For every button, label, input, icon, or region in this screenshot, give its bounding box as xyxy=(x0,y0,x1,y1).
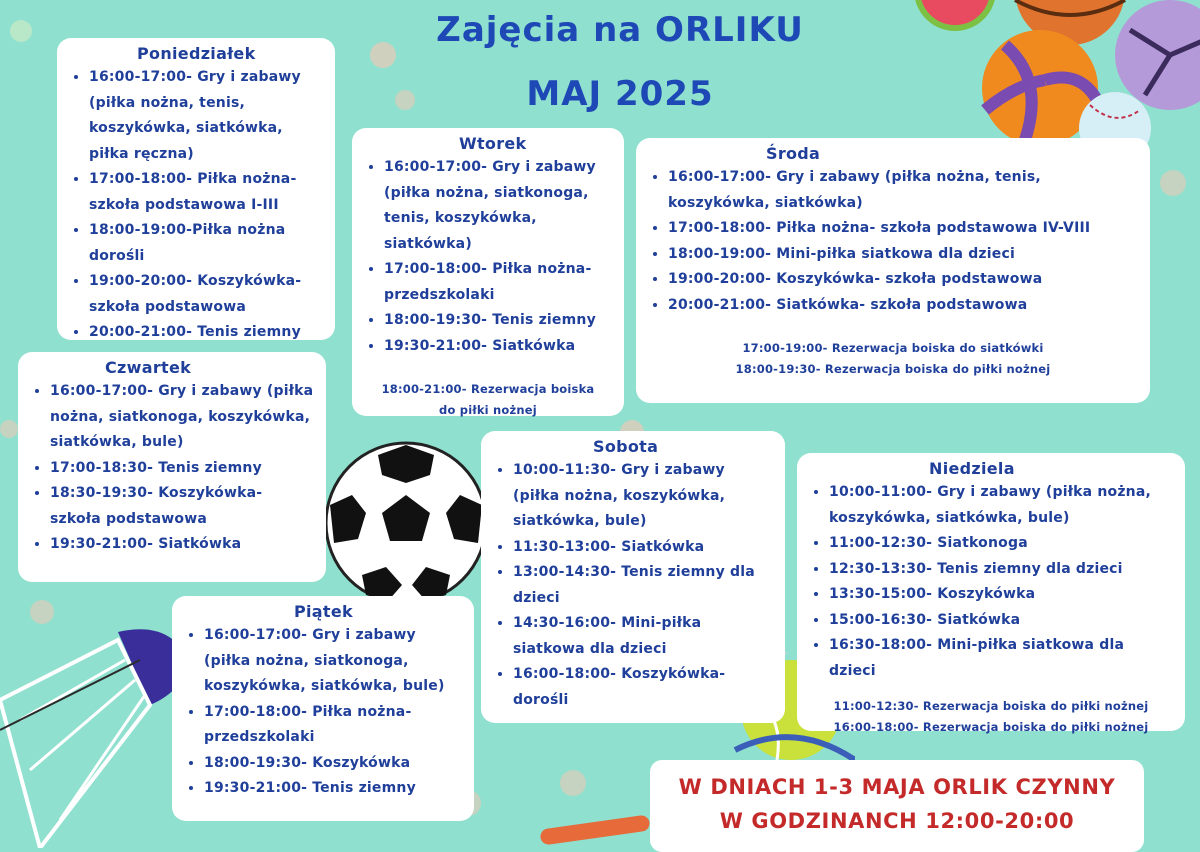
page-subtitle: MAJ 2025 xyxy=(526,74,714,114)
day-card-czwartek xyxy=(18,352,326,582)
list-item: • 17:00-18:00- Piłka nożna- szkoła podstawowa IV-VIII xyxy=(668,216,1138,242)
list-item: • 18:30-19:30- Koszykówka- szkoła podstawowa xyxy=(50,481,314,532)
list-item: • 18:00-19:30- Tenis ziemny xyxy=(384,308,612,334)
list-item: • 19:00-20:00- Koszykówka- szkoła podstawowa xyxy=(89,269,323,320)
day-title: Czwartek xyxy=(105,358,192,377)
day-card-sroda xyxy=(636,138,1150,403)
day-card-piatek xyxy=(172,596,474,821)
schedule-list xyxy=(493,458,773,713)
list-item: • 17:00-18:00- Piłka nożna- przedszkolaki xyxy=(384,257,612,308)
page-title: Zajęcia na ORLIKU xyxy=(436,10,804,50)
day-title: Wtorek xyxy=(459,134,527,153)
list-item: • 17:00-18:00- Piłka nożna- przedszkolaki xyxy=(204,700,462,751)
opening-hours-banner xyxy=(650,760,1144,852)
decor-dot xyxy=(1160,170,1186,196)
list-item: • 10:00-11:30- Gry i zabawy (piłka nożna, koszykówka, siatkówka, bule) xyxy=(513,458,773,535)
day-card-wtorek xyxy=(352,128,624,416)
banner-line: W DNIACH 1-3 MAJA ORLIK CZYNNY xyxy=(678,775,1116,799)
list-item: • 11:00-12:30- Siatkonoga xyxy=(829,531,1173,557)
reservation-note xyxy=(809,696,1173,738)
day-title: Niedziela xyxy=(929,459,1015,478)
list-item: • 16:00-17:00- Gry i zabawy (piłka nożna, siatkonoga, koszykówka, siatkówka, bule) xyxy=(50,379,314,456)
reservation-note xyxy=(364,379,612,421)
day-card-poniedzialek xyxy=(57,38,335,340)
list-item: • 14:30-16:00- Mini-piłka siatkowa dla dzieci xyxy=(513,611,773,662)
day-title: Sobota xyxy=(593,437,659,456)
note-line: 18:00-19:30- Rezerwacja boiska do piłki nożnej xyxy=(735,362,1051,376)
list-item: • 19:30-21:00- Tenis ziemny xyxy=(204,776,462,802)
day-card-sobota xyxy=(481,431,785,723)
schedule-list xyxy=(648,165,1138,318)
list-item: • 17:00-18:30- Tenis ziemny xyxy=(50,456,314,482)
list-item: • 16:00-17:00- Gry i zabawy (piłka nożna, tenis, koszykówka, siatkówka) xyxy=(668,165,1138,216)
soccer-ball-icon xyxy=(322,435,490,610)
decor-dot xyxy=(0,420,18,438)
list-item: • 19:00-20:00- Koszykówka- szkoła podstawowa xyxy=(668,267,1138,293)
schedule-list xyxy=(809,480,1173,684)
list-item: • 20:00-21:00- Tenis ziemny xyxy=(89,320,323,346)
list-item: • 16:00-17:00- Gry i zabawy (piłka nożna, tenis, koszykówka, siatkówka, piłka ręczna) xyxy=(89,65,323,167)
note-line: do piłki nożnej xyxy=(439,403,537,417)
list-item: • 13:30-15:00- Koszykówka xyxy=(829,582,1173,608)
day-title: Piątek xyxy=(294,602,353,621)
list-item: • 19:30-21:00- Siatkówka xyxy=(50,532,314,558)
list-item: • 10:00-11:00- Gry i zabawy (piłka nożna, koszykówka, siatkówka, bule) xyxy=(829,480,1173,531)
reservation-note xyxy=(648,338,1138,380)
list-item: • 13:00-14:30- Tenis ziemny dla dzieci xyxy=(513,560,773,611)
schedule-list xyxy=(69,65,323,346)
decor-dot xyxy=(560,770,586,796)
day-card-niedziela xyxy=(797,453,1185,734)
list-item: • 17:00-18:00- Piłka nożna- szkoła podstawowa I-III xyxy=(89,167,323,218)
note-line: 18:00-21:00- Rezerwacja boiska xyxy=(381,382,595,396)
decor-dot xyxy=(10,20,32,42)
list-item: • 20:00-21:00- Siatkówka- szkoła podstawowa xyxy=(668,293,1138,319)
shuttlecock-icon xyxy=(0,620,200,848)
list-item: • 18:00-19:00-Piłka nożna dorośli xyxy=(89,218,323,269)
racket-handle-icon xyxy=(539,814,650,845)
list-item: • 12:30-13:30- Tenis ziemny dla dzieci xyxy=(829,557,1173,583)
schedule-list xyxy=(184,623,462,802)
list-item: • 16:00-18:00- Koszykówka- dorośli xyxy=(513,662,773,713)
list-item: • 15:00-16:30- Siatkówka xyxy=(829,608,1173,634)
note-line: 17:00-19:00- Rezerwacja boiska do siatkówki xyxy=(742,341,1044,355)
schedule-list xyxy=(30,379,314,558)
banner-line: W GODZINANCH 12:00-20:00 xyxy=(719,809,1075,833)
note-line: 11:00-12:30- Rezerwacja boiska do piłki nożnej xyxy=(833,699,1149,713)
day-title: Środa xyxy=(766,144,821,163)
list-item: • 16:00-17:00- Gry i zabawy (piłka nożna, siatkonoga, koszykówka, siatkówka, bule) xyxy=(204,623,462,700)
list-item: • 16:30-18:00- Mini-piłka siatkowa dla dzieci xyxy=(829,633,1173,684)
schedule-list xyxy=(364,155,612,359)
note-line: 16:00-18:00- Rezerwacja boiska do piłki nożnej xyxy=(833,720,1149,734)
list-item: • 19:30-21:00- Siatkówka xyxy=(384,334,612,360)
list-item: • 11:30-13:00- Siatkówka xyxy=(513,535,773,561)
list-item: • 18:00-19:00- Mini-piłka siatkowa dla dzieci xyxy=(668,242,1138,268)
list-item: • 18:00-19:30- Koszykówka xyxy=(204,751,462,777)
day-title: Poniedziałek xyxy=(137,44,256,63)
list-item: • 16:00-17:00- Gry i zabawy (piłka nożna, siatkonoga, tenis, koszykówka, siatkówka) xyxy=(384,155,612,257)
